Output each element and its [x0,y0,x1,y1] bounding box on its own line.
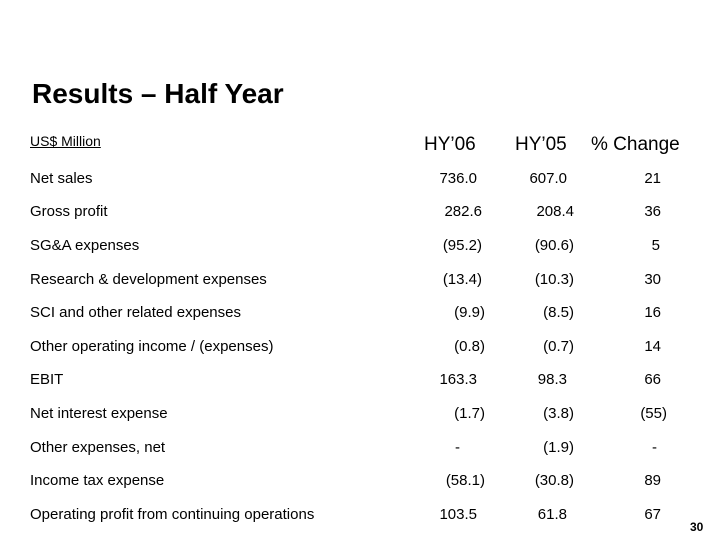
cell-hy05: (8.5) [543,304,574,321]
cell-hy06: 163.3 [439,371,477,388]
cell-change: 14 [644,338,661,355]
page-number: 30 [690,520,704,534]
cell-change: 21 [644,170,661,187]
row-label: Operating profit from continuing operations [30,506,315,523]
cell-hy06: (0.8) [454,338,485,355]
cell-hy06: 103.5 [439,506,477,523]
slide-title: Results – Half Year [32,78,284,109]
cell-change: 5 [651,237,660,254]
column-header-hy06: HY’06 [424,134,476,155]
cell-hy05: 607.0 [529,170,567,187]
row-label: Research & development expenses [30,271,267,288]
cell-change: - [652,439,657,456]
row-label: SG&A expenses [30,237,140,254]
column-header-hy05: HY’05 [515,134,567,155]
cell-hy05: (3.8) [543,405,574,422]
cell-hy06: (1.7) [454,405,485,422]
row-label: Net interest expense [30,405,168,422]
cell-hy05: (1.9) [543,439,574,456]
cell-hy06: (9.9) [454,304,485,321]
cell-hy06: (58.1) [445,472,485,489]
row-label: Net sales [30,170,93,187]
column-header-change: % Change [591,134,680,155]
cell-hy05: (0.7) [543,338,574,355]
cell-hy06: 282.6 [444,203,482,220]
cell-change: 66 [644,371,661,388]
cell-hy05: (90.6) [534,237,574,254]
row-label: SCI and other related expenses [30,304,241,321]
cell-change: 89 [644,472,661,489]
row-label: Income tax expense [30,472,165,489]
row-label: Gross profit [30,203,108,220]
units-label: US$ Million [30,133,101,149]
cell-hy05: 208.4 [536,203,574,220]
cell-change: (55) [640,405,667,422]
cell-change: 67 [644,506,661,523]
row-label: EBIT [30,371,64,388]
cell-hy05: (30.8) [534,472,574,489]
row-label: Other expenses, net [30,439,166,456]
cell-change: 36 [644,203,661,220]
cell-hy06: (13.4) [442,271,482,288]
cell-change: 16 [644,304,661,321]
cell-hy05: 61.8 [537,506,567,523]
row-label: Other operating income / (expenses) [30,338,274,355]
cell-hy05: 98.3 [537,371,567,388]
cell-hy05: (10.3) [534,271,574,288]
cell-hy06: - [455,439,460,456]
cell-hy06: (95.2) [442,237,482,254]
cell-change: 30 [644,271,661,288]
cell-hy06: 736.0 [439,170,477,187]
